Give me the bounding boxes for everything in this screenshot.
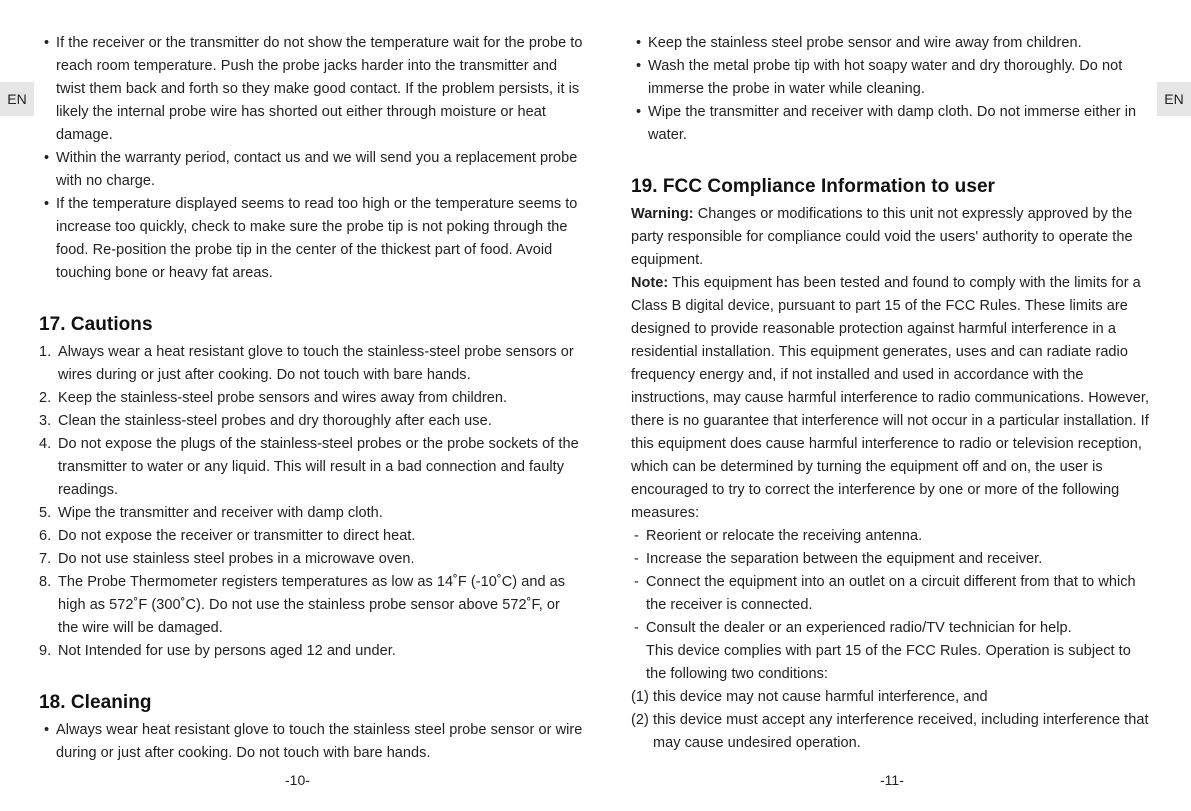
list-item: 9. Not Intended for use by persons aged 12 and under. xyxy=(39,643,396,659)
list-item: - Reorient or relocate the receiving antenna. xyxy=(631,525,1153,548)
section-heading-cleaning: 18. Cleaning xyxy=(39,692,152,713)
list-item: (1) this device may not cause harmful interference, and xyxy=(631,689,988,705)
warning-label: Warning: xyxy=(631,206,694,222)
list-item: 7. Do not use stainless steel probes in a microwave oven. xyxy=(39,551,415,567)
list-item: • If the temperature displayed seems to read too high or the temperature seems to increase too quickly, check to make sure the probe tip is not poking through the food. Re-position the probe tip in the center of the thickest part of food. Avoid touching bone or heavy fat areas. xyxy=(39,193,584,285)
list-item: 8. The Probe Thermometer registers temperatures as low as 14˚F (-10˚C) and as high as 572˚F (300˚C). Do not use the stainless probe sensor above 572˚F, or the wire will be damaged. xyxy=(39,574,566,636)
page-number-right: -11- xyxy=(880,772,904,788)
list-item: • Wipe the transmitter and receiver with damp cloth. Do not immerse either in water. xyxy=(631,101,1153,147)
troubleshooting-list xyxy=(39,32,584,285)
fcc-warning: Warning: Changes or modifications to this unit not expressly approved by the party responsible for compliance could void the users' authority to operate the equipment. xyxy=(631,206,1133,268)
list-item: 5. Wipe the transmitter and receiver with damp cloth. xyxy=(39,505,383,521)
list-item: 1. Always wear a heat resistant glove to touch the stainless-steel probe sensors or wires during or just after cooking. Do not touch with bare hands. xyxy=(39,344,574,383)
list-item: - Increase the separation between the equipment and receiver. xyxy=(631,548,1153,571)
section-heading-cautions: 17. Cautions xyxy=(39,314,153,335)
note-label: Note: xyxy=(631,275,669,291)
list-item: 6. Do not expose the receiver or transmitter to direct heat. xyxy=(39,528,416,544)
language-tab-right: EN xyxy=(1157,82,1191,116)
cautions-section xyxy=(39,313,584,663)
page-number-left: -10- xyxy=(285,772,310,788)
list-item: • Keep the stainless steel probe sensor and wire away from children. xyxy=(631,32,1153,55)
fcc-compliance-statement: This device complies with part 15 of the FCC Rules. Operation is subject to the following two conditions: xyxy=(646,643,1131,682)
list-item: - Consult the dealer or an experienced radio/TV technician for help. xyxy=(631,617,1153,640)
fcc-section xyxy=(631,175,1153,755)
list-item: - Connect the equipment into an outlet on a circuit different from that to which the receiver is connected. xyxy=(631,571,1153,617)
list-item: • Within the warranty period, contact us and we will send you a replacement probe with no charge. xyxy=(39,147,584,193)
list-item: • Wash the metal probe tip with hot soapy water and dry thoroughly. Do not immerse the probe in water while cleaning. xyxy=(631,55,1153,101)
list-item: 3. Clean the stainless-steel probes and dry thoroughly after each use. xyxy=(39,413,492,429)
cleaning-section xyxy=(39,691,584,765)
list-item: • If the receiver or the transmitter do not show the temperature wait for the probe to reach room temperature. Push the probe jacks harder into the transmitter and twist them back and forth so they make good contact. If the problem persists, it is likely the internal probe wire has shorted out either through moisture or heat damage. xyxy=(39,32,584,147)
cleaning-continued-list xyxy=(631,32,1153,147)
list-item: 4. Do not expose the plugs of the stainless-steel probes or the probe sockets of the transmitter to water or any liquid. This will result in a bad connection and faulty readings. xyxy=(39,436,579,498)
language-tab-left: EN xyxy=(0,82,34,116)
section-heading-fcc: 19. FCC Compliance Information to user xyxy=(631,176,996,197)
right-page-column xyxy=(631,32,1153,755)
list-item: 2. Keep the stainless-steel probe sensors and wires away from children. xyxy=(39,390,508,406)
list-item: (2) this device must accept any interference received, including interference that may cause undesired operation. xyxy=(631,712,1149,751)
fcc-note: Note: This equipment has been tested and found to comply with the limits for a Class B digital device, pursuant to part 15 of the FCC Rules. These limits are designed to provide reasonable protection against harmful interference in a residential installation. This equipment generates, uses and can radiate radio frequency energy and, if not installed and used in accordance with the instructions, may cause harmful interference to radio communications. However, there is no guarantee that interference will not occur in a particular installation. If this equipment does cause harmful interference to radio or television reception, which can be determined by turning the equipment off and on, the user is encouraged to try to correct the interference by one or more of the following measures: xyxy=(631,275,1150,521)
left-page-column xyxy=(39,32,584,765)
list-item: • Always wear heat resistant glove to touch the stainless steel probe sensor or wire during or just after cooking. Do not touch with bare hands. xyxy=(39,719,584,765)
